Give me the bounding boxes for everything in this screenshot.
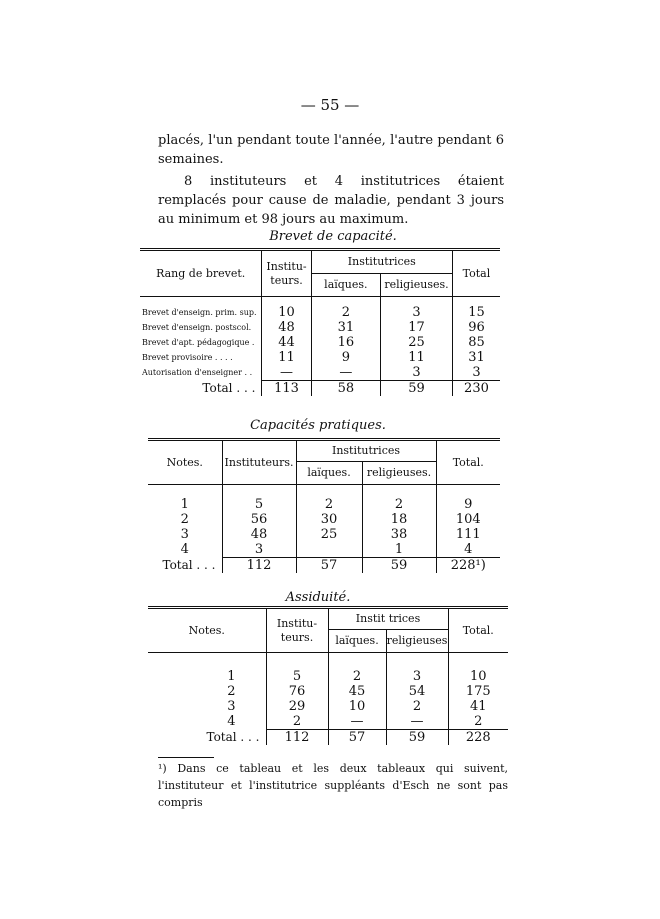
table-row: 4 3 1 4 [148,542,500,558]
header-laiques: laïques. [328,630,386,653]
table-capacites-pratiques [148,438,500,573]
footnote: ¹) Dans ce tableau et les deux tableaux qui suivent, l'instituteur et l'institutrice suppléants d'Esch ne sont pas compris [158,762,508,809]
header-instituteurs: Instituteurs. [222,440,296,485]
total-row: Total . . . 112 57 59 228 [148,730,508,746]
header-institutrices: Institutrices [296,440,436,462]
header-total: Total. [436,440,500,485]
paragraph-1: placés, l'un pendant toute l'année, l'autre pendant 6 semaines. [158,133,504,167]
table-row: Brevet d'enseign. prim. sup. 10 2 3 15 [140,305,500,320]
table-row: 4 2 — — 2 [148,714,508,730]
header-total: Total. [448,608,508,653]
header-notes: Notes. [148,440,222,485]
header-total: Total [452,250,500,297]
table-row: 3 48 25 38 111 [148,527,500,542]
table-row: 2 76 45 54 175 [148,684,508,699]
table-row: 3 29 10 2 41 [148,699,508,714]
page-number: — 55 — [300,96,360,114]
header-religieuses: religieuses. [362,462,436,485]
header-rang: Rang de brevet. [140,250,262,297]
table-row: Brevet provisoire . . . . 11 9 11 31 [140,350,500,365]
table-row: 1 5 2 2 9 [148,497,500,512]
table3-caption: Assiduité. [285,590,351,605]
table-row: Brevet d'apt. pédagogique . 44 16 25 85 [140,335,500,350]
header-laiques: laïques. [296,462,362,485]
table1-caption: Brevet de capacité. [269,229,397,244]
paragraph-2: 8 instituteurs et 4 institutrices étaient remplacés pour cause de maladie, pendant 3 jours au minimum et 98 jours au maximum. [158,174,504,227]
header-instituteurs: Institu-teurs. [262,250,311,297]
total-row: Total . . . 113 58 59 230 [140,381,500,397]
table-row: Autorisation d'enseigner . . — — 3 3 [140,365,500,381]
table-row: 1 5 2 3 10 [148,669,508,684]
table2-caption: Capacités pratiques. [250,418,386,433]
header-instituteurs: Institu-teurs. [266,608,328,653]
table-row: 2 56 30 18 104 [148,512,500,527]
header-religieuses: religieuses [386,630,448,653]
table-brevet-capacite [140,248,500,396]
total-row: Total . . . 112 57 59 228¹) [148,558,500,574]
table-assiduite [148,606,508,745]
header-institutrices: Institutrices [311,250,452,274]
table-row: Brevet d'enseign. postscol. 48 31 17 96 [140,320,500,335]
header-religieuses: religieuses. [381,274,453,297]
header-institutrices: Instit trices [328,608,448,630]
header-laiques: laïques. [311,274,380,297]
header-notes: Notes. [148,608,266,653]
footnote-rule [158,757,214,758]
